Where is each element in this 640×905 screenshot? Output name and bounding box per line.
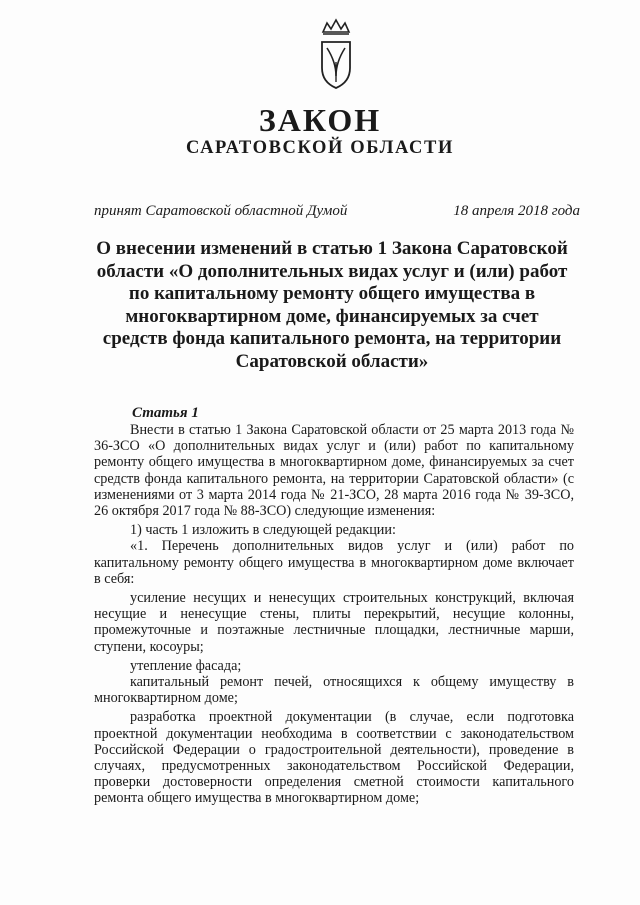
- document-heading: О внесении изменений в статью 1 Закона Саратовской области «О дополнительных видах услуг и (или) работ по капитальному ремонту общего имущества в многоквартирном доме, финансируемых за счет средств фонда капитального ремонта, на территории Саратовской области»: [96, 238, 568, 372]
- paragraph: 1) часть 1 изложить в следующей редакции:: [130, 522, 396, 539]
- adopted-by: принят Саратовской областной Думой: [94, 203, 348, 219]
- coat-of-arms-icon: [318, 18, 354, 90]
- paragraph: Внести в статью 1 Закона Саратовской области от 25 марта 2013 года № 36-ЗСО «О дополнительных видах услуг и (или) работ по капитальному ремонту общего имущества в многоквартирном доме, финансируемых за счет средств фонда капитального ремонта, на территории Саратовской области» (с изменениями от 3 марта 2014 года № 21-ЗСО, 28 марта 2016 года № 39-ЗСО, 26 октября 2017 года № 88-ЗСО) следующие изменения:: [94, 422, 574, 520]
- article-body: [94, 422, 574, 810]
- adopted-date: 18 апреля 2018 года: [453, 203, 580, 219]
- paragraph: «1. Перечень дополнительных видов услуг и (или) работ по капитальному ремонту общего имущества в многоквартирном доме включает в себя:: [94, 538, 574, 587]
- law-title: ЗАКОН: [258, 102, 382, 138]
- paragraph: усиление несущих и ненесущих строительных конструкций, включая несущие и ненесущие стены, плиты перекрытий, несущие колонны, промежуточные и поэтажные лестничные площадки, лестничные марши, ступени, косоуры;: [94, 590, 574, 655]
- paragraph: разработка проектной документации (в случае, если подготовка проектной документации необходима в соответствии с законодательством Российской Федерации о градостроительной деятельности), проведение в случаях, предусмотренных законодательством Российской Федерации, проверки достоверности определения сметной стоимости капитального ремонта общего имущества в многоквартирном доме;: [94, 709, 574, 807]
- article-title: Статья 1: [132, 405, 199, 421]
- paragraph: утепление фасада;: [130, 657, 242, 674]
- law-subtitle: САРАТОВСКОЙ ОБЛАСТИ: [186, 138, 454, 158]
- paragraph: капитальный ремонт печей, относящихся к общему имуществу в многоквартирном доме;: [94, 674, 574, 707]
